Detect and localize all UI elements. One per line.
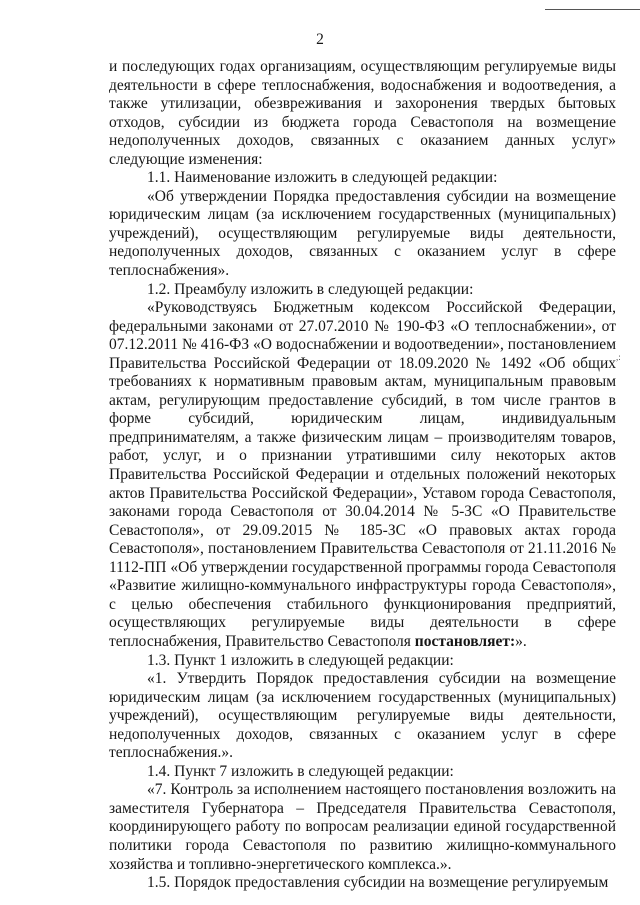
paragraph-item-1-4: 1.4. Пункт 7 изложить в следующей редакции: xyxy=(147,762,454,780)
paragraph-item-1-1: 1.1. Наименование изложить в следующей редакции: xyxy=(147,169,498,187)
paragraph-item-1-5: 1.5. Порядок предоставления субсидии на возмещение регулируемым xyxy=(147,874,609,892)
paragraph-quote-point-7: «7. Контроль за исполнением настоящего постановления возложить на заместителя Губернатора – Председателя Правительства Севастополя, координирующего работу по вопросам реализации единой государственной политики города Севастополя по развитию жилищно-коммунального хозяйства и топливно-энергетического комплекса.». xyxy=(109,781,616,873)
top-rule xyxy=(545,9,640,10)
preamble-text: «Руководствуясь Бюджетным кодексом Российской Федерации, федеральными законами от 27.07.2010 № 190-ФЗ «О теплоснабжении», от 07.12.2011 № 416-ФЗ «О водоснабжении и водоотведении», постановлением Правительства Российской Федерации от 18.09.2020 № 1492 «Об общих требованиях к нормативным правовым актам, муниципальным правовым актам, регулирующим предоставление субсидий, в том числе грантов в форме субсидий, юридическим лицам, индивидуальным предпринимателям, а также физическим лицам – производителям товаров, работ, услуг, и о признании утратившими силу некоторых актов Правительства Российской Федерации и отдельных положений некоторых актов Правительства Российской Федерации», Уставом города Севастополя, законами города Севастополя от 30.04.2014 № 5-ЗС «О Правительстве Севастополя», от 29.09.2015 № 185-ЗС «О правовых актах города Севастополя», постановлением Правительства Севастополя от 21.11.2016 № 1112-ПП «Об утверждении государственной программы города Севастополя «Развитие жилищно-коммунального инфраструктуры города Севастополя», с целью обеспечения стабильного функционирования предприятий, осуществляющих регулируемые виды деятельности в сфере теплоснабжения, Правительство Севастополя xyxy=(109,299,616,650)
preamble-resolves: постановляет: xyxy=(414,632,516,650)
margin-mark: ,: xyxy=(616,352,621,362)
preamble-tail: ». xyxy=(515,632,527,650)
paragraph-continuation: и последующих годах организациям, осуществляющим регулируемые виды деятельности в сфере теплоснабжения, водоснабжения и водоотведения, а также утилизации, обезвреживания и захоронения твердых бытовых отходов, субсидии из бюджета города Севастополя на возмещение недополученных доходов, связанных с оказанием данных услуг» следующие изменения: xyxy=(109,58,616,168)
paragraph-quote-point-1: «1. Утвердить Порядок предоставления субсидии на возмещение юридическим лицам (за исключением государственных (муниципальных) учреждений), осуществляющим регулируемые виды деятельности, недополученных доходов, связанных с оказанием услуг в сфере теплоснабжения.». xyxy=(109,670,616,762)
document-body xyxy=(109,58,616,893)
page-number: 2 xyxy=(316,31,324,48)
paragraph-quote-title: «Об утверждении Порядка предоставления субсидии на возмещение юридическим лицам (за исключением государственных (муниципальных) учреждений), осуществляющим регулируемые виды деятельности, недополученных доходов, связанных с оказанием услуг в сфере теплоснабжения». xyxy=(109,187,616,280)
paragraph-item-1-2: 1.2. Преамбулу изложить в следующей редакции: xyxy=(147,280,474,298)
paragraph-quote-preamble xyxy=(109,299,616,651)
paragraph-item-1-3: 1.3. Пункт 1 изложить в следующей редакции: xyxy=(147,651,454,669)
